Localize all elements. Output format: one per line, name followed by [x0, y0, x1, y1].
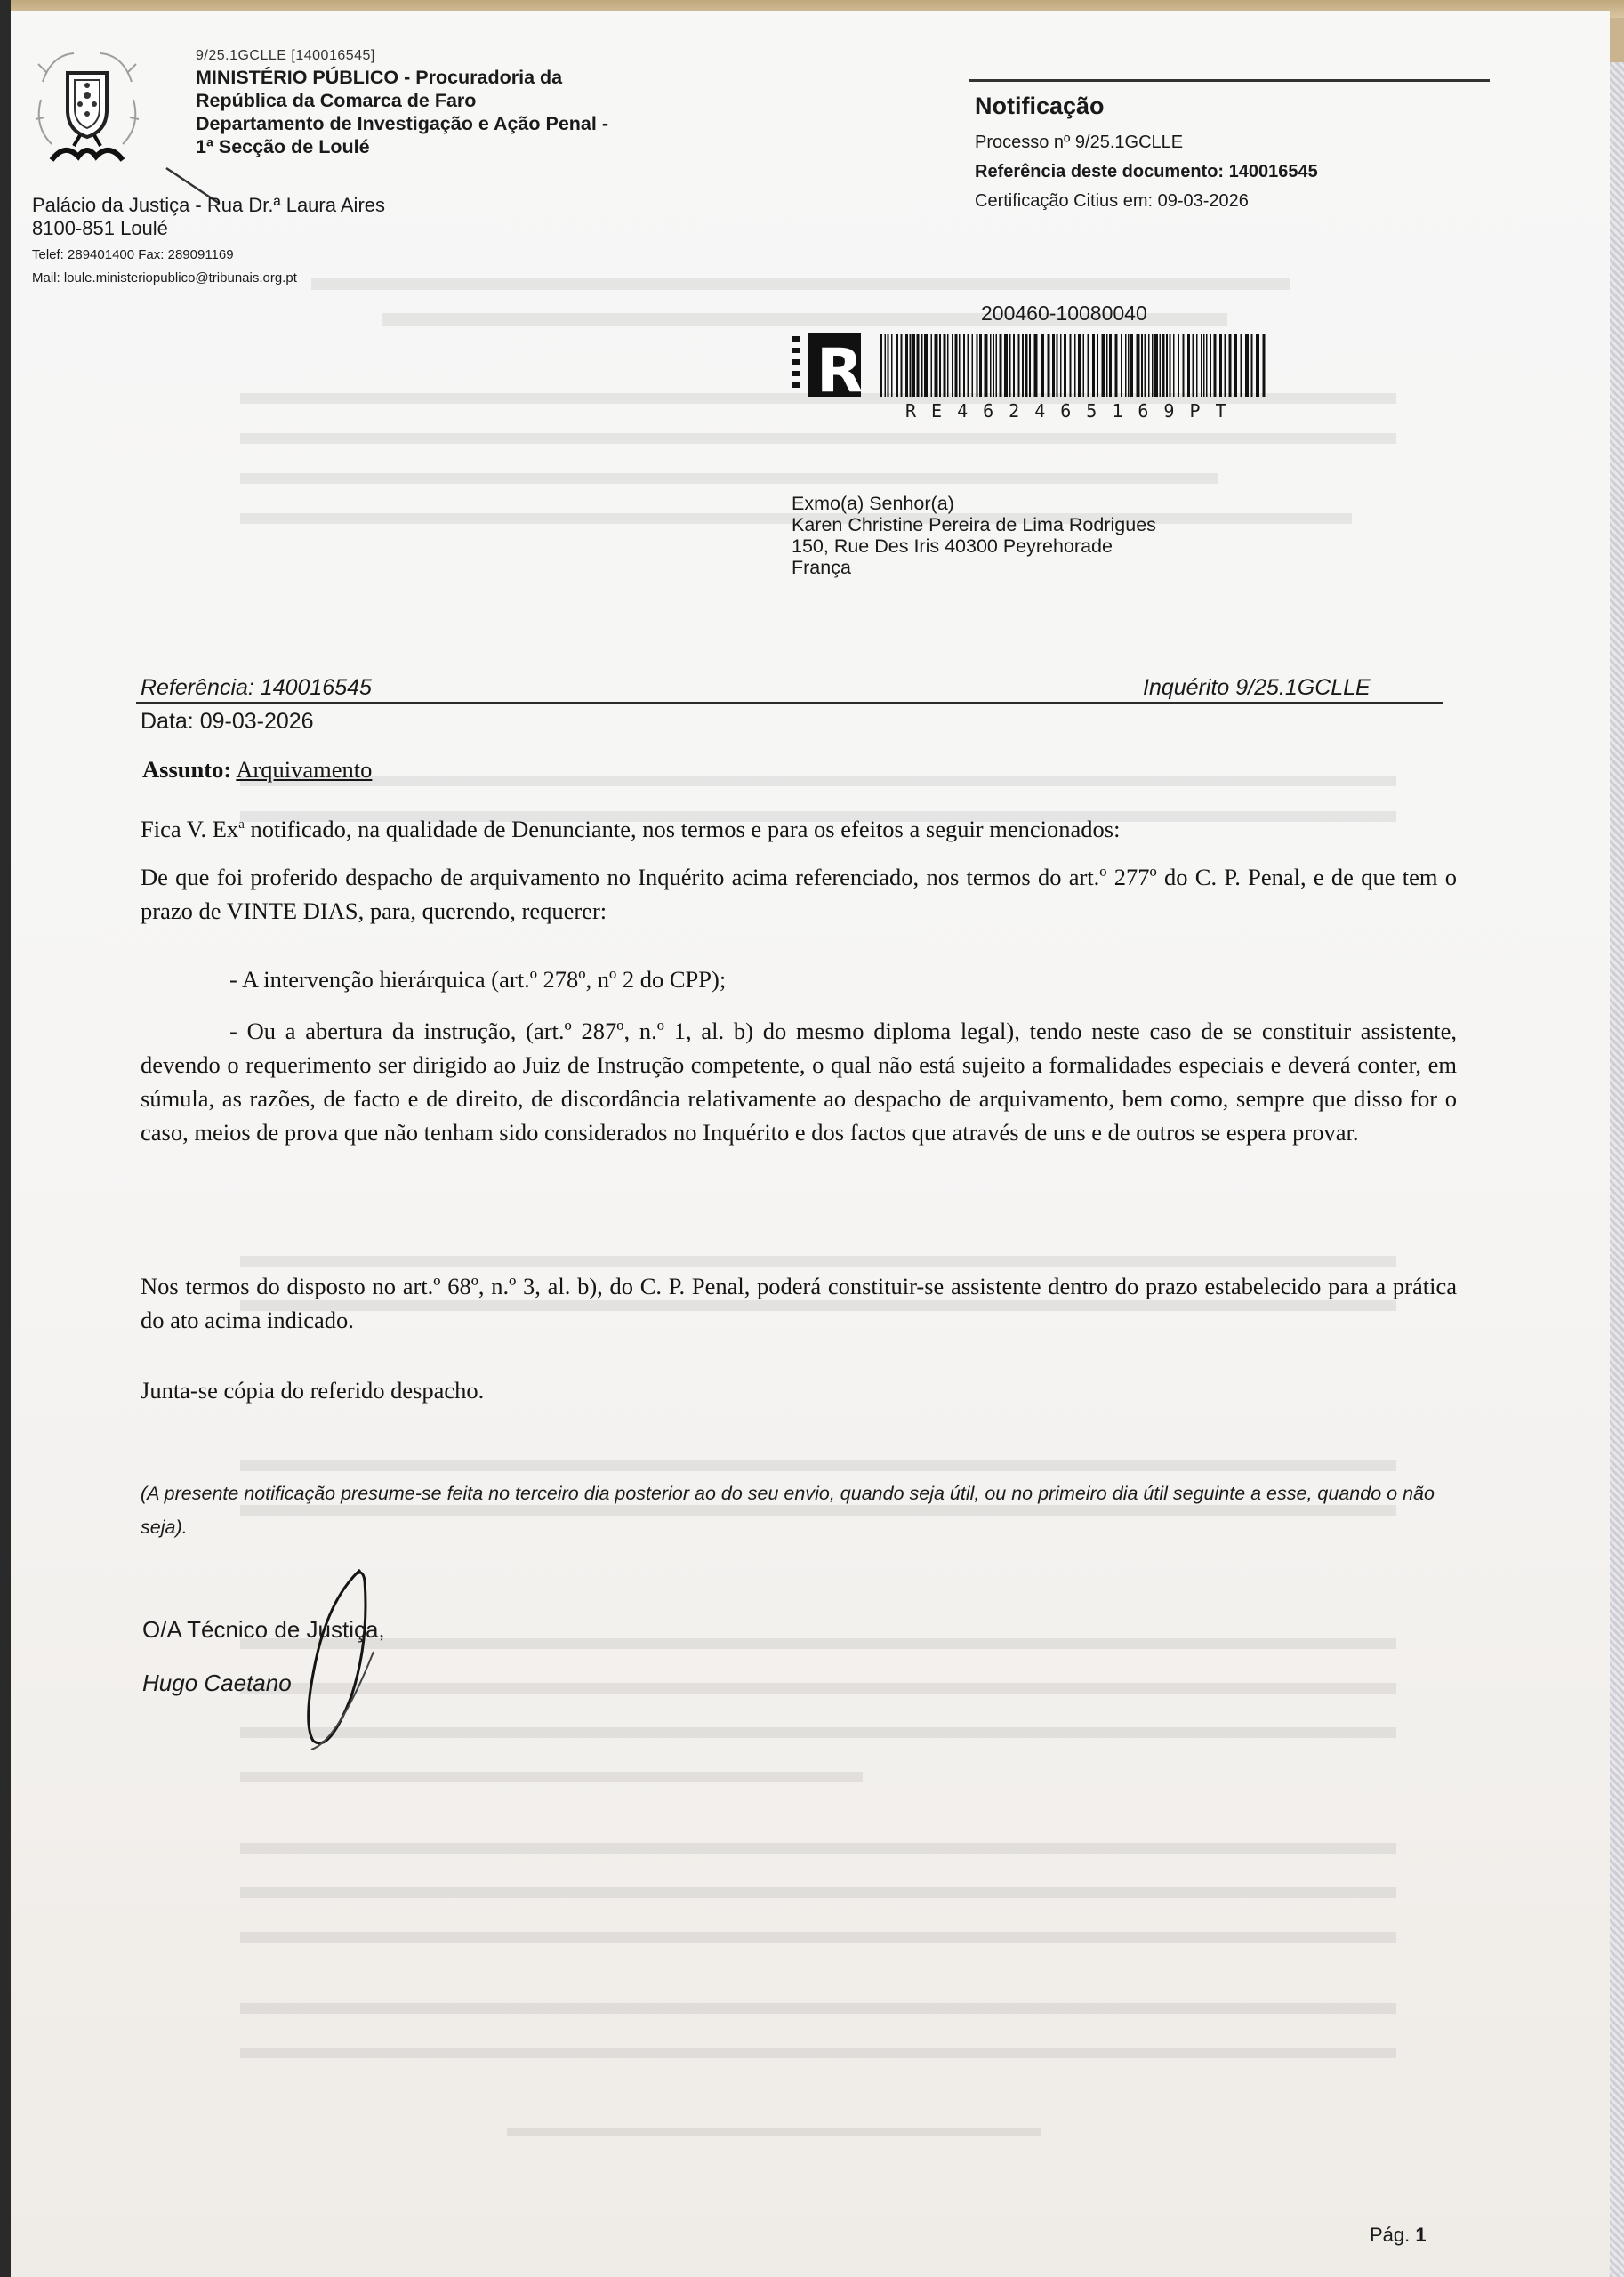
barcode	[880, 334, 1272, 397]
barcode-bar	[1130, 334, 1133, 397]
barcode-bar	[905, 334, 908, 397]
tracking-code: RE462465169PT	[905, 400, 1242, 422]
barcode-bar	[1245, 334, 1249, 397]
barcode-bar	[931, 334, 933, 397]
barcode-bar	[1196, 334, 1198, 397]
barcode-bar	[1241, 334, 1242, 397]
barcode-bar	[1041, 334, 1044, 397]
barcode-bar	[1097, 334, 1099, 397]
barcode-bar	[1154, 334, 1158, 397]
r-logo-letter: R	[816, 336, 863, 397]
barcode-bar	[1029, 334, 1031, 397]
notification-rule	[969, 79, 1490, 82]
barcode-bar	[1088, 334, 1089, 397]
process-code: 9/25.1GCLLE [140016545]	[196, 48, 375, 63]
barcode-bar	[1152, 334, 1154, 397]
barcode-bar	[972, 334, 974, 397]
barcode-bar	[1064, 334, 1066, 397]
barcode-bar	[1148, 334, 1150, 397]
recipient-line: Exmo(a) Senhor(a)	[792, 493, 954, 514]
notification-title: Notificação	[975, 93, 1105, 119]
barcode-bar	[912, 334, 915, 397]
barcode-bar	[1256, 334, 1259, 397]
inquiry-number: Inquérito 9/25.1GCLLE	[1143, 675, 1371, 700]
barcode-bar	[1115, 334, 1118, 397]
barcode-bar	[1128, 334, 1130, 397]
page-number-value: 1	[1415, 2224, 1427, 2246]
barcode-bar	[1187, 334, 1190, 397]
paragraph-archiving: De que foi proferido despacho de arquivamento no Inquérito acima referenciado, nos termos do art.º 277º do C. P. Penal, e de que tem o prazo de VINTE DIAS, para, querendo, requerer:	[141, 864, 1457, 924]
institution-line: 1ª Secção de Loulé	[196, 136, 370, 157]
barcode-bar	[1219, 334, 1222, 397]
sender-contacts	[32, 244, 297, 290]
barcode-bar	[1225, 334, 1226, 397]
institution-line: Departamento de Investigação e Ação Penal -	[196, 113, 608, 134]
barcode-bar	[968, 334, 969, 397]
barcode-bar	[1160, 334, 1162, 397]
barcode-bar	[1251, 334, 1253, 397]
barcode-bar	[885, 334, 887, 397]
barcode-bar	[1173, 334, 1175, 397]
barcode-bar	[1074, 334, 1076, 397]
barcode-bar	[1057, 334, 1058, 397]
option-hierarchical-intervention: - A intervenção hierárquica (art.º 278º, nº 2 do CPP);	[229, 966, 727, 993]
barcode-bar	[1092, 334, 1095, 397]
citius-certification: Certificação Citius em: 09-03-2026	[975, 191, 1249, 211]
signatory-name: Hugo Caetano	[142, 1670, 292, 1696]
barcode-bar	[1102, 334, 1105, 397]
recipient-line: Karen Christine Pereira de Lima Rodrigues	[792, 514, 1156, 535]
address-line: Palácio da Justiça - Rua Dr.ª Laura Aires	[32, 194, 385, 216]
barcode-bar	[1018, 334, 1020, 397]
barcode-bar	[1025, 334, 1028, 397]
barcode-bar	[1145, 334, 1146, 397]
barcode-bar	[977, 334, 978, 397]
barcode-bar	[1048, 334, 1050, 397]
barcode-bar	[1206, 334, 1208, 397]
page-number	[1370, 2224, 1427, 2247]
option-instruction-opening: - Ou a abertura da instrução, (art.º 287º, n.º 1, al. b) do mesmo diploma legal), tendo neste caso de se constituir assistente, devendo o requerimento ser dirigido ao Juiz de Instrução competente, o qual não está sujeito a formalidades especiais e deverá conter, em súmula, as razões, de facto e de direito, de discordância relativamente ao despacho de arquivamento, bem como, sempre que disso for o caso, meios de prova que não tenham sido considerados no Inquérito e dos factos que através de uns e de outros se espera provar.	[141, 1018, 1457, 1146]
barcode-bar	[1109, 334, 1112, 397]
barcode-bar	[1214, 334, 1217, 397]
institution-line: República da Comarca de Faro	[196, 90, 477, 111]
barcode-bar	[1121, 334, 1122, 397]
document-reference: Referência deste documento: 140016545	[975, 162, 1318, 181]
barcode-bar	[1166, 334, 1168, 397]
registered-mail-number: 200460-10080040	[981, 302, 1147, 325]
barcode-bar	[1004, 334, 1008, 397]
presumption-note: (A presente notificação presume-se feita no terceiro dia posterior ao do seu envio, quando seja útil, ou no primeiro dia útil seguinte a esse, quando o não seja).	[141, 1483, 1435, 1538]
barcode-bar	[939, 334, 941, 397]
barcode-bar	[952, 334, 953, 397]
barcode-bar	[955, 334, 958, 397]
p1-text: Fica V. Ex	[141, 815, 239, 842]
barcode-bar	[1009, 334, 1011, 397]
barcode-bar	[1203, 334, 1205, 397]
barcode-bar	[921, 334, 923, 397]
address-line: 8100-851 Loulé	[32, 217, 168, 239]
barcode-bar	[1078, 334, 1081, 397]
barcode-bar	[1201, 334, 1202, 397]
barcode-bar	[1234, 334, 1237, 397]
barcode-bar	[1060, 334, 1062, 397]
barcode-bar	[985, 334, 988, 397]
paragraph-assistant: Nos termos do disposto no art.º 68º, n.º 3, al. b), do C. P. Penal, poderá constituir-se assistente dentro do prazo estabelecido para a prática do ato acima indicado.	[141, 1273, 1457, 1333]
barcode-bar	[1013, 334, 1015, 397]
barcode-bar	[963, 334, 965, 397]
barcode-bar	[993, 334, 994, 397]
barcode-bar	[896, 334, 898, 397]
barcode-bar	[935, 334, 938, 397]
handwritten-signature	[276, 1563, 382, 1767]
barcode-bar	[1070, 334, 1072, 397]
barcode-bar	[891, 334, 893, 397]
photo-edge-shadow	[0, 0, 11, 2277]
barcode-bar	[917, 334, 920, 397]
barcode-bar	[1125, 334, 1127, 397]
document-date: Data: 09-03-2026	[141, 709, 314, 734]
p1-superscript: a	[238, 817, 245, 832]
barcode-bar	[1000, 334, 1002, 397]
barcode-bar	[1137, 334, 1140, 397]
barcode-bar	[990, 334, 992, 397]
sender-address	[32, 194, 385, 240]
barcode-bar	[1106, 334, 1108, 397]
page-label: Pág.	[1370, 2224, 1411, 2246]
barcode-bar	[924, 334, 928, 397]
barcode-bar	[1083, 334, 1085, 397]
barcode-bar	[1229, 334, 1232, 397]
recipient-address	[792, 493, 1156, 578]
barcode-bar	[996, 334, 998, 397]
recipient-line: França	[792, 557, 851, 578]
paragraph-notified	[141, 808, 1457, 846]
phone-fax: Telef: 289401400 Fax: 289091169	[32, 247, 234, 262]
subject-line	[142, 756, 372, 784]
barcode-bar	[947, 334, 949, 397]
barcode-bar	[1052, 334, 1055, 397]
barcode-bar	[1263, 334, 1266, 397]
registered-mail-r-icon	[792, 333, 863, 397]
p1-text-rest: notificado, na qualidade de Denunciante, nos termos e para os efeitos a seguir mencionados:	[244, 815, 1121, 842]
barcode-bar	[1193, 334, 1194, 397]
barcode-bar	[1178, 334, 1179, 397]
process-number: Processo nº 9/25.1GCLLE	[975, 133, 1184, 152]
barcode-bar	[1022, 334, 1024, 397]
institution-name	[196, 66, 694, 158]
subject-value: Arquivamento	[236, 756, 373, 783]
barcode-bar	[959, 334, 961, 397]
reference-rule	[136, 702, 1443, 704]
signatory-role: O/A Técnico de Justiça,	[142, 1616, 385, 1643]
subject-label: Assunto:	[142, 756, 232, 783]
institution-line: MINISTÉRIO PÚBLICO - Procuradoria da	[196, 67, 563, 88]
coat-of-arms-icon	[34, 46, 141, 171]
barcode-bar	[880, 334, 882, 397]
paragraph-attachment: Junta-se cópia do referido despacho.	[141, 1377, 485, 1404]
barcode-bar	[910, 334, 912, 397]
barcode-bar	[1141, 334, 1143, 397]
document-page	[9, 11, 1610, 2277]
barcode-bar	[979, 334, 982, 397]
recipient-line: 150, Rue Des Iris 40300 Peyrehorade	[792, 535, 1113, 557]
barcode-bar	[1034, 334, 1038, 397]
barcode-bar	[944, 334, 946, 397]
barcode-bar	[1183, 334, 1185, 397]
barcode-bar	[1210, 334, 1211, 397]
barcode-bar	[1170, 334, 1171, 397]
barcode-bar	[901, 334, 903, 397]
barcode-bar	[888, 334, 889, 397]
reference-number: Referência: 140016545	[141, 675, 372, 700]
barcode-bar	[1162, 334, 1165, 397]
email-address: Mail: loule.ministeriopublico@tribunais.org.pt	[32, 270, 297, 286]
